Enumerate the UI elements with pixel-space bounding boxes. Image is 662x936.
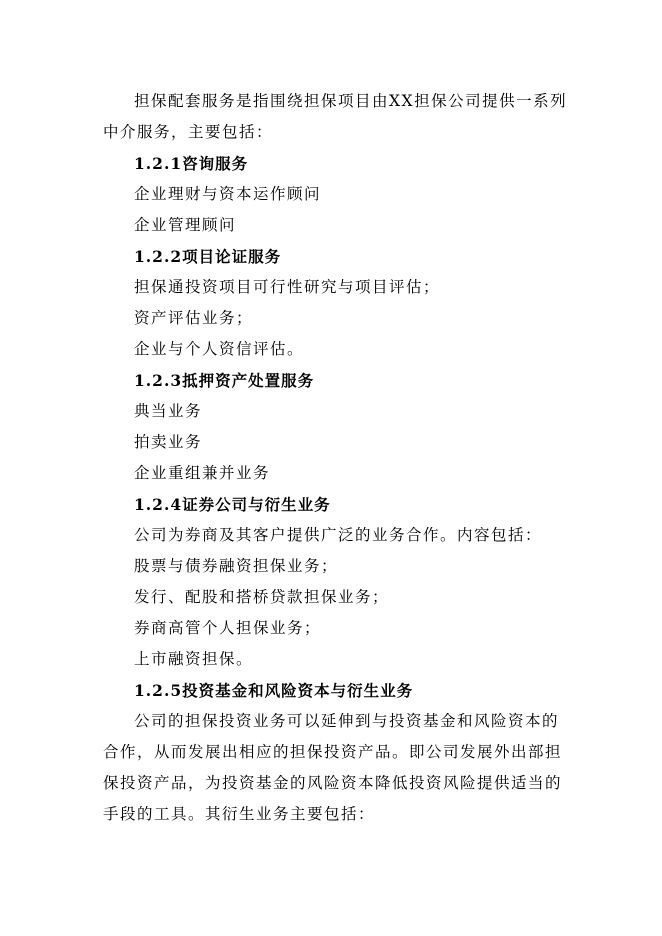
paragraph-line: 中介服务，主要包括： (103, 123, 274, 141)
list-item: 企业与个人资信评估。 (134, 340, 305, 358)
paragraph-line: 合作，从而发展出相应的担保投资产品。即公司发展外出部担 (103, 743, 563, 761)
list-item: 拍卖业务 (134, 433, 203, 451)
section-heading: 1.2.1咨询服务 (134, 154, 249, 173)
section-heading: 1.2.5投资基金和风险资本与衍生业务 (134, 681, 414, 700)
list-item: 发行、配股和搭桥贷款担保业务； (134, 588, 390, 606)
paragraph-line: 公司的担保投资业务可以延伸到与投资基金和风险资本的 (134, 712, 560, 730)
section-heading: 1.2.2项目论证服务 (134, 247, 282, 266)
section-heading: 1.2.3抵押资产处置服务 (134, 371, 315, 390)
list-item: 典当业务 (134, 402, 203, 420)
paragraph-line: 手段的工具。其衍生业务主要包括： (103, 805, 376, 823)
paragraph-line: 担保配套服务是指围绕担保项目由XX担保公司提供一系列 (134, 92, 568, 110)
list-item: 公司为券商及其客户提供广泛的业务合作。内容包括： (134, 526, 543, 544)
list-item: 股票与债券融资担保业务； (134, 557, 339, 575)
list-item: 资产评估业务； (134, 309, 254, 327)
list-item: 企业理财与资本运作顾问 (134, 185, 322, 203)
document-body (103, 86, 568, 830)
section-heading: 1.2.4证券公司与衍生业务 (134, 495, 331, 514)
paragraph-line: 保投资产品，为投资基金的风险资本降低投资风险提供适当的 (103, 774, 563, 792)
list-item: 企业管理顾问 (134, 216, 237, 234)
list-item: 上市融资担保。 (134, 650, 254, 668)
list-item: 券商高管个人担保业务； (134, 619, 322, 637)
list-item: 企业重组兼并业务 (134, 464, 271, 482)
list-item: 担保通投资项目可行性研究与项目评估； (134, 278, 441, 296)
